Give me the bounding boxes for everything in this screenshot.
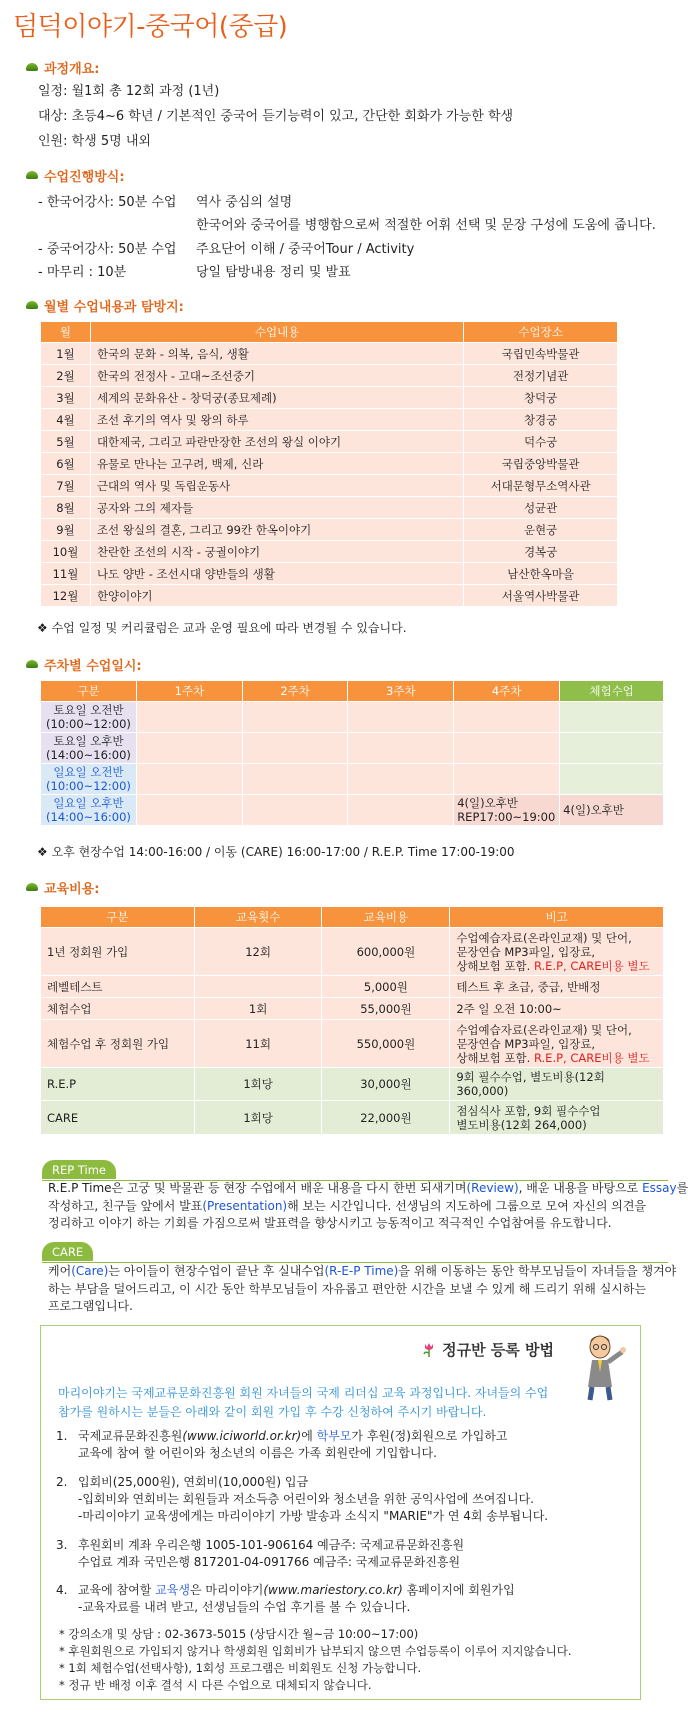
table-row: [41, 1020, 664, 1068]
place-cell: 국립민속박물관: [464, 343, 618, 365]
count-cell: 1회당: [194, 1101, 322, 1135]
table-row: [41, 519, 618, 541]
week-cell: [136, 795, 242, 826]
price-cell: 550,000원: [322, 1020, 450, 1068]
wrapup-label: - 마무리 : 10분: [38, 265, 127, 280]
week-cell: [242, 733, 348, 764]
place-cell: 창덕궁: [464, 387, 618, 409]
week-cell: [454, 702, 560, 733]
content-cell: 한양이야기: [90, 585, 463, 607]
place-cell: 성균관: [464, 497, 618, 519]
content-cell: 나도 양반 - 조선시대 양반들의 생활: [90, 563, 463, 585]
table-row: [41, 1101, 664, 1135]
korean-teacher-label: - 한국어강사: 50분 수업: [38, 195, 177, 210]
place-cell: 전정기념관: [464, 365, 618, 387]
place-cell: 경복궁: [464, 541, 618, 563]
table-row: [41, 976, 664, 998]
leaf-icon: [26, 301, 38, 309]
content-cell: 한국의 문화 - 의복, 음식, 생활: [90, 343, 463, 365]
note-cell: 2주 일 오전 10:00~: [450, 998, 664, 1020]
table-row: [41, 795, 664, 826]
col-header-week1: 1주차: [136, 681, 242, 702]
registration-box: [40, 1325, 641, 1700]
month-cell: 1월: [41, 343, 91, 365]
col-header-week2: 2주차: [242, 681, 348, 702]
rep-time-badge: REP Time: [42, 1160, 116, 1179]
table-row: [41, 365, 618, 387]
care-badge: CARE: [42, 1242, 93, 1261]
note-cell: 수업예습자료(온라인교재) 및 단어, 문장연습 MP3파일, 입장료, 상해보험 포함. R.E.P, CARE비용 별도: [450, 928, 664, 976]
month-cell: 3월: [41, 387, 91, 409]
place-cell: 서울역사박물관: [464, 585, 618, 607]
month-cell: 6월: [41, 453, 91, 475]
table-row: [41, 497, 618, 519]
table-row: [41, 998, 664, 1020]
note-line: * 강의소개 및 상담 : 02-3673-5015 (상담시간 월~금 10:00~17:00): [59, 1627, 419, 1641]
col-header-trial: 체험수업: [560, 681, 664, 702]
session-label: 토요일 오후반 (14:00~16:00): [41, 733, 137, 764]
rep-description: R.E.P Time은 고궁 및 박물관 등 현장 수업에서 배운 내용을 다시 한번 되새기며(Review), 배운 내용을 바탕으로 Essay를 작성하고, 친구들 앞에서 발표(Presentation)해 보는 시간입니다. 선생님의 지도하에 그룹으로 모여 자신의 의견을 정리하고 이야기 하는 기회를 가짐으로써 발표력을 향상시키고 능동적이고 적극적인 수업참여를 유도합니다.: [48, 1181, 688, 1230]
content-cell: 대한제국, 그리고 파란만장한 조선의 왕실 이야기: [90, 431, 463, 453]
table-row: [41, 1068, 664, 1101]
month-cell: 7월: [41, 475, 91, 497]
weekly-table: [40, 680, 664, 826]
chinese-teacher-label: - 중국어강사: 50분 수업: [38, 242, 177, 257]
place-cell: 서대문형무소역사관: [464, 475, 618, 497]
session-label: 일요일 오전반 (10:00~12:00): [41, 764, 137, 795]
week-cell: [348, 702, 454, 733]
price-cell: 55,000원: [322, 998, 450, 1020]
table-row: [41, 733, 664, 764]
week-cell: [242, 795, 348, 826]
col-header-week3: 3주차: [348, 681, 454, 702]
page-title: 덤덕이야기-중국어(중급): [13, 12, 288, 42]
count-cell: 1회: [194, 998, 322, 1020]
count-cell: 12회: [194, 928, 322, 976]
place-cell: 덕수궁: [464, 431, 618, 453]
korean-teacher-desc-2: 한국어와 중국어를 병행함으로써 적절한 어휘 선택 및 문장 구성에 도움에 줍니다.: [196, 218, 656, 233]
place-cell: 국립중앙박물관: [464, 453, 618, 475]
overview-size: 인원: 학생 5명 내외: [38, 134, 151, 149]
content-cell: 조선 후기의 역사 및 왕의 하루: [90, 409, 463, 431]
tulip-icon: [422, 1342, 436, 1358]
kind-cell: 체험수업: [41, 998, 195, 1020]
table-row: [41, 585, 618, 607]
leaf-icon: [26, 660, 38, 668]
step-2: 2. 입회비(25,000원), 연회비(10,000원) 입금 -입회비와 연회비는 회원들과 저소득층 어린이와 청소년을 위한 공익사업에 쓰여집니다. -마리이야기 교육생에게는 마리이야기 가방 발송과 소식지 "MARIE"가 연 4회 송부됩니다.: [56, 1475, 549, 1523]
teacher-illustration: [570, 1332, 630, 1402]
note-line: * 1회 체험수업(선택사항), 1회성 프로그램은 비회원도 신청 가능합니다.: [59, 1661, 422, 1675]
step-4: 4. 교육에 참여할 교육생은 마리이야기(www.mariestory.co.kr) 홈페이지에 회원가입 -교육자료를 내려 받고, 선생님들의 수업 후기를 볼 수 있습니다.: [56, 1583, 515, 1614]
table-row: [41, 928, 664, 976]
content-cell: 찬란한 조선의 시작 - 궁궐이야기: [90, 541, 463, 563]
week-cell: 4(일)오후반: [560, 795, 664, 826]
col-header-price: 교육비용: [322, 907, 450, 928]
price-cell: 22,000원: [322, 1101, 450, 1135]
col-header-count: 교육횟수: [194, 907, 322, 928]
count-cell: 11회: [194, 1020, 322, 1068]
week-cell: [136, 733, 242, 764]
korean-teacher-desc: 역사 중심의 설명: [196, 195, 293, 210]
registration-notes: [59, 1626, 572, 1694]
note-cell: 점심식사 포함, 9회 필수수업 별도비용(12회 264,000): [450, 1101, 664, 1135]
week-cell: [454, 764, 560, 795]
col-header-week4: 4주차: [454, 681, 560, 702]
week-cell: [560, 702, 664, 733]
table-row: [41, 764, 664, 795]
table-row: [41, 563, 618, 585]
leaf-icon: [26, 171, 38, 179]
kind-cell: 1년 정회원 가입: [41, 928, 195, 976]
step-3: 3. 후원회비 계좌 우리은행 1005-101-906164 예금주: 국제교류문화진흥원 수업료 계좌 국민은행 817201-04-091766 예금주: 국제교류문화진흥원: [56, 1538, 465, 1569]
cost-heading: 교육비용:: [26, 878, 99, 897]
content-cell: 조선 왕실의 결혼, 그리고 99칸 한옥이야기: [90, 519, 463, 541]
col-header-kind: 구분: [41, 681, 137, 702]
leaf-icon: [26, 883, 38, 891]
note-cell: 수업예습자료(온라인교재) 및 단어, 문장연습 MP3파일, 입장료, 상해보험 포함. R.E.P, CARE비용 별도: [450, 1020, 664, 1068]
table-row: [41, 387, 618, 409]
week-cell: [242, 764, 348, 795]
count-cell: 1회당: [194, 1068, 322, 1101]
table-row: [41, 453, 618, 475]
price-cell: 5,000원: [322, 976, 450, 998]
content-cell: 공자와 그의 제자들: [90, 497, 463, 519]
week-cell: [242, 702, 348, 733]
month-cell: 5월: [41, 431, 91, 453]
col-header-kind: 구분: [41, 907, 195, 928]
session-label: 토요일 오전반 (10:00~12:00): [41, 702, 137, 733]
table-row: [41, 343, 618, 365]
overview-target: 대상: 초등4~6 학년 / 기본적인 중국어 듣기능력이 있고, 간단한 회화가 가능한 학생: [38, 109, 514, 124]
week-cell: [348, 764, 454, 795]
kind-cell: CARE: [41, 1101, 195, 1135]
week-cell: [136, 764, 242, 795]
price-cell: 30,000원: [322, 1068, 450, 1101]
note-cell: 9회 필수수업, 별도비용(12회 360,000): [450, 1068, 664, 1101]
session-label: 일요일 오후반 (14:00~16:00): [41, 795, 137, 826]
care-description: 케어(Care)는 아이들이 현장수업이 끝난 후 실내수업(R-E-P Time)을 위해 이동하는 동안 학부모님들이 자녀들을 챙겨야 하는 부담을 덜어드리고, 이 시간 동안 학부모님들이 자유롭고 편안한 시간을 보낼 수 있게 해 드리기 위해 실시하는 프로그램입니다.: [48, 1264, 677, 1313]
month-cell: 12월: [41, 585, 91, 607]
place-cell: 남산한옥마을: [464, 563, 618, 585]
table-row: [41, 431, 618, 453]
table-row: [41, 541, 618, 563]
overview-schedule: 일정: 월1회 총 12회 과정 (1년): [38, 84, 220, 99]
week-cell: [348, 795, 454, 826]
step-1: 1. 국제교류문화진흥원(www.iciworld.or.kr)에 학부모가 후원(정)회원으로 가입하고 교육에 참여 할 어린이와 청소년의 이름은 가족 회원란에 기입합니다.: [56, 1429, 508, 1460]
col-header-place: 수업장소: [464, 322, 618, 343]
kind-cell: 레벨테스트: [41, 976, 195, 998]
registration-intro: 마리이야기는 국제교류문화진흥원 회원 자녀들의 국제 리더십 교육 과정입니다. 자녀들의 수업 참가를 원하시는 분들은 아래와 같이 회원 가입 후 수강 신청하여 주시기 바랍니다.: [58, 1386, 549, 1419]
month-cell: 8월: [41, 497, 91, 519]
count-cell: [194, 976, 322, 998]
content-cell: 한국의 전정사 - 고대~조선중기: [90, 365, 463, 387]
registration-title: 정규반 등록 방법: [422, 1339, 554, 1360]
cost-table: [40, 906, 664, 1135]
kind-cell: 체험수업 후 정회원 가입: [41, 1020, 195, 1068]
leaf-icon: [26, 63, 38, 71]
place-cell: 창경궁: [464, 409, 618, 431]
month-cell: 2월: [41, 365, 91, 387]
place-cell: 운현궁: [464, 519, 618, 541]
monthly-table: [40, 321, 618, 607]
month-cell: 9월: [41, 519, 91, 541]
week-cell: [348, 733, 454, 764]
overview-heading: 과정개요:: [26, 58, 99, 77]
week-cell: [560, 733, 664, 764]
monthly-note: ❖ 수업 일정 및 커리큘럼은 교과 운영 필요에 따라 변경될 수 있습니다.: [37, 621, 407, 635]
col-header-note: 비고: [450, 907, 664, 928]
monthly-heading: 월별 수업내용과 탐방지:: [26, 296, 184, 315]
month-cell: 4월: [41, 409, 91, 431]
week-cell: 4(일)오후반 REP17:00~19:00: [454, 795, 560, 826]
table-row: [41, 475, 618, 497]
week-cell: [136, 702, 242, 733]
col-header-month: 월: [41, 322, 91, 343]
content-cell: 유물로 만나는 고구려, 백제, 신라: [90, 453, 463, 475]
kind-cell: R.E.P: [41, 1068, 195, 1101]
content-cell: 근대의 역사 및 독립운동사: [90, 475, 463, 497]
week-cell: [454, 733, 560, 764]
table-row: [41, 702, 664, 733]
week-cell: [560, 764, 664, 795]
month-cell: 11월: [41, 563, 91, 585]
method-heading: 수업진행방식:: [26, 166, 125, 185]
note-cell: 테스트 후 초급, 중급, 반배정: [450, 976, 664, 998]
month-cell: 10월: [41, 541, 91, 563]
weekly-note: ❖ 오후 현장수업 14:00-16:00 / 이동 (CARE) 16:00-17:00 / R.E.P. Time 17:00-19:00: [37, 845, 515, 859]
col-header-content: 수업내용: [90, 322, 463, 343]
price-cell: 600,000원: [322, 928, 450, 976]
table-row: [41, 409, 618, 431]
content-cell: 세계의 문화유산 - 창덕궁(종묘제례): [90, 387, 463, 409]
weekly-heading: 주차별 수업일시:: [26, 655, 142, 674]
chinese-teacher-desc: 주요단어 이해 / 중국어Tour / Activity: [196, 242, 415, 257]
note-line: * 정규 반 배정 이후 결석 시 다른 수업으로 대체되지 않습니다.: [59, 1678, 372, 1692]
wrapup-desc: 당일 탐방내용 정리 및 발표: [196, 265, 351, 280]
note-line: * 후원회원으로 가입되지 않거나 학생회원 입회비가 납부되지 않으면 수업등록이 이루어 지지않습니다.: [59, 1644, 572, 1658]
